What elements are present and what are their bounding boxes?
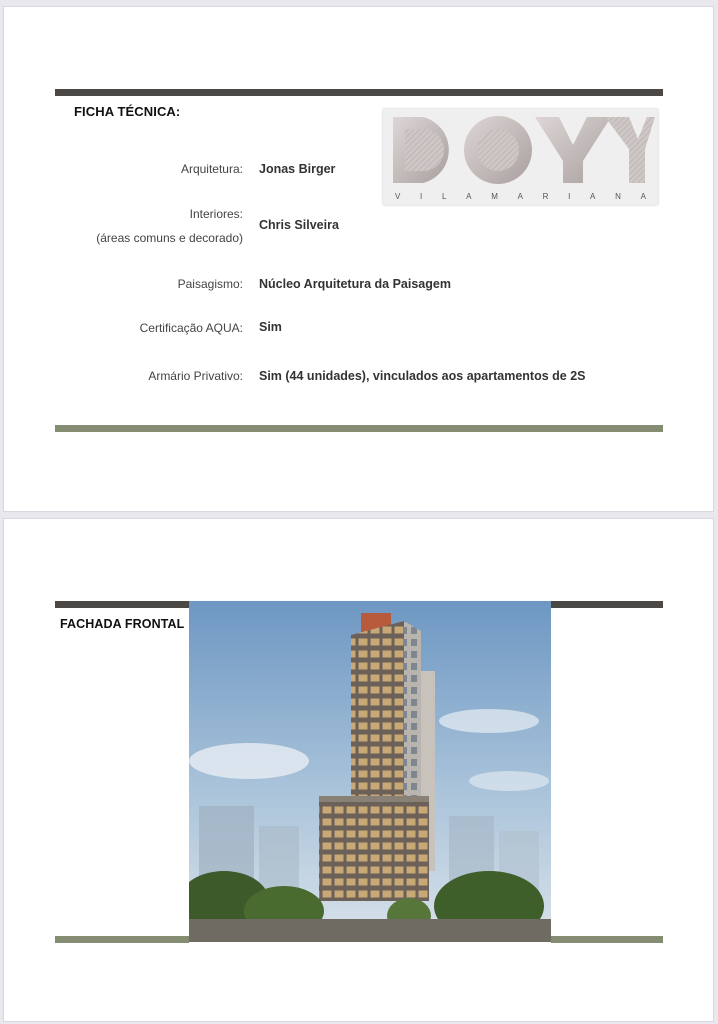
spec-sheet-title: FICHA TÉCNICA: [74,104,181,119]
facade-page [3,518,714,1022]
logo-letter: I [568,192,571,201]
logo-letter: A [640,192,646,201]
facade-title: FACHADA FRONTAL [60,617,185,631]
value-paisagismo: Núcleo Arquitetura da Paisagem [259,277,451,291]
top-divider-right [551,601,663,608]
value-arquitetura: Jonas Birger [259,162,336,176]
logo-letter: I [420,192,423,201]
logo-letter: L [441,192,447,201]
logo-wordmark-graphic [383,109,658,189]
value-interiores: Chris Silveira [259,218,339,232]
logo-letter: M [491,192,498,201]
spec-sheet-page [3,6,714,512]
bottom-divider-right [551,936,663,943]
logo-subtitle [383,192,658,201]
logo-letter: R [542,192,549,201]
logo-letter: N [615,192,621,201]
label-interiores: Interiores: [189,207,243,221]
facade-rendering-image [189,601,551,942]
logo-letter: A [590,192,596,201]
domy-logo [383,109,658,205]
value-certificacao: Sim [259,320,282,334]
logo-letter: A [466,192,472,201]
logo-letter: A [517,192,523,201]
top-divider [55,89,663,96]
top-divider-left [55,601,189,608]
label-arquitetura: Arquitetura: [180,162,243,176]
label-armario: Armário Privativo: [148,369,243,383]
label-interiores-detail: (áreas comuns e decorado) [96,231,243,245]
value-armario: Sim (44 unidades), vinculados aos apartamentos de 2S [259,369,586,383]
logo-letter: V [395,192,401,201]
bottom-divider-left [55,936,189,943]
bottom-divider [55,425,663,432]
label-paisagismo: Paisagismo: [177,277,243,291]
label-certificacao: Certificação AQUA: [139,321,243,335]
